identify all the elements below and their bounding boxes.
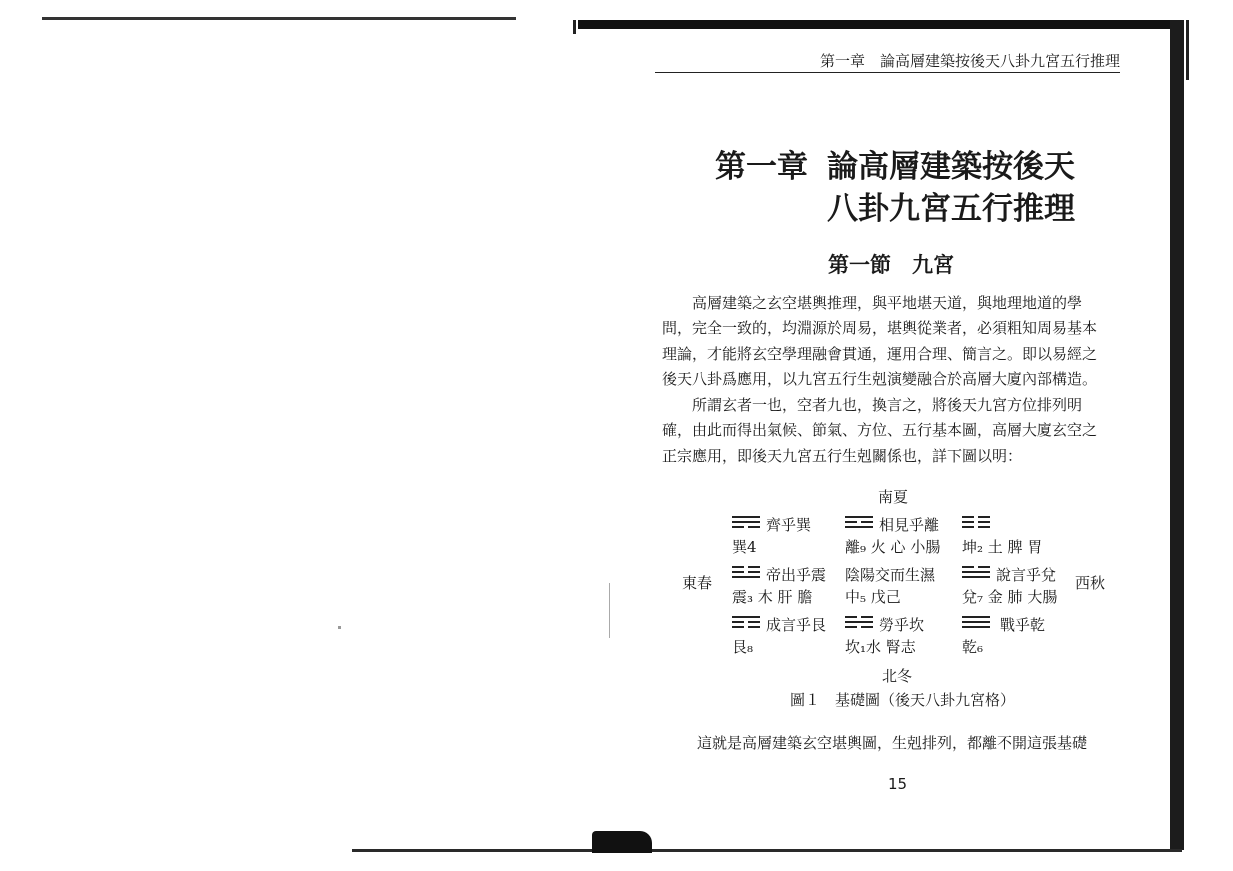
- scan-edge-bar: [578, 20, 1178, 29]
- chapter-title-line2: 八卦九宮五行推理: [827, 191, 1075, 227]
- scan-bottom-edge: [352, 849, 1182, 852]
- trigram-zhen-icon: [732, 566, 760, 581]
- palace-xun-top: 齊乎巽: [766, 516, 812, 534]
- direction-north: 北冬: [882, 667, 913, 685]
- palace-zhen-bottom: 震₃ 木 肝 膽: [732, 588, 813, 606]
- palace-gen-top: 成言乎艮: [766, 616, 827, 634]
- text-line: 後天八卦爲應用，以九宮五行生剋演變融合於高層大廈內部構造。: [662, 370, 1098, 389]
- palace-kan-bottom: 坎₁水 腎志: [845, 638, 916, 656]
- paragraph-2: [662, 393, 1132, 469]
- palace-zhen-top: 帝出乎震: [766, 566, 827, 584]
- palace-dui-top: 說言乎兌: [996, 566, 1057, 584]
- paragraph-3-line: 這就是高層建築玄空堪輿圖，生剋排列，都離不開這張基礎: [697, 734, 1088, 752]
- palace-qian-bottom: 乾₆: [962, 638, 984, 656]
- scan-gutter-line: [609, 583, 610, 638]
- scan-speck: [338, 626, 341, 629]
- palace-xun-bottom: 巽4: [732, 538, 757, 556]
- trigram-qian-icon: [962, 616, 990, 631]
- trigram-xun-icon: [732, 516, 760, 531]
- scan-edge-line: [42, 17, 516, 20]
- palace-dui-bottom: 兌₇ 金 肺 大腸: [962, 588, 1058, 606]
- chapter-label: 第一章: [715, 149, 808, 185]
- palace-li-bottom: 離₉ 火 心 小腸: [845, 538, 941, 556]
- chapter-title-line1: 論高層建築按後天: [827, 149, 1075, 185]
- palace-kan-top: 勞乎坎: [879, 616, 925, 634]
- direction-west: 西秋: [1075, 574, 1106, 592]
- direction-east: 東春: [682, 574, 713, 592]
- text-line: 問，完全一致的，均淵源於周易，堪輿從業者，必須粗知周易基本: [662, 319, 1098, 338]
- palace-gen-bottom: 艮₈: [732, 638, 754, 656]
- palace-center-top: 陰陽交而生濕: [845, 566, 936, 584]
- palace-kun-bottom: 坤₂ 土 脾 胃: [962, 538, 1043, 556]
- trigram-kan-icon: [845, 616, 873, 631]
- trigram-dui-icon: [962, 566, 990, 581]
- header-rule: [655, 72, 1120, 73]
- direction-south: 南夏: [878, 488, 909, 506]
- trigram-li-icon: [845, 516, 873, 531]
- figure-caption: 圖１ 基礎圖（後天八卦九宮格）: [790, 691, 1016, 709]
- scan-edge-tick: [573, 20, 576, 34]
- paragraph-1: [662, 291, 1132, 393]
- text-line: 確，由此而得出氣候、節氣、方位、五行基本圖，高層大廈玄空之: [662, 421, 1098, 440]
- text-line: 正宗應用，即後天九宮五行生剋關係也，詳下圖以明：: [662, 446, 1023, 465]
- palace-li-top: 相見乎離: [879, 516, 940, 534]
- running-header: 第一章 論高層建築按後天八卦九宮五行推理: [820, 52, 1121, 70]
- scan-right-edge: [1170, 20, 1184, 850]
- text-line: 理論，才能將玄空學理融會貫通，運用合理、簡言之。即以易經之: [662, 344, 1098, 363]
- scan-right-edge-thin: [1186, 20, 1189, 80]
- trigram-kun-icon: [962, 516, 990, 531]
- text-line: 高層建築之玄空堪輿推理，與平地堪天道，與地理地道的學: [692, 294, 1083, 312]
- trigram-gen-icon: [732, 616, 760, 631]
- section-title: 第一節 九宮: [828, 253, 954, 277]
- text-line: 所謂玄者一也，空者九也，換言之，將後天九宮方位排列明: [692, 396, 1083, 414]
- page-number: 15: [888, 775, 908, 793]
- chapter-title: [715, 146, 1075, 230]
- scan-bottom-blot: [592, 831, 652, 853]
- palace-qian-top: 戰乎乾: [1000, 616, 1046, 634]
- palace-center-bottom: 中₅ 戊己: [845, 588, 901, 606]
